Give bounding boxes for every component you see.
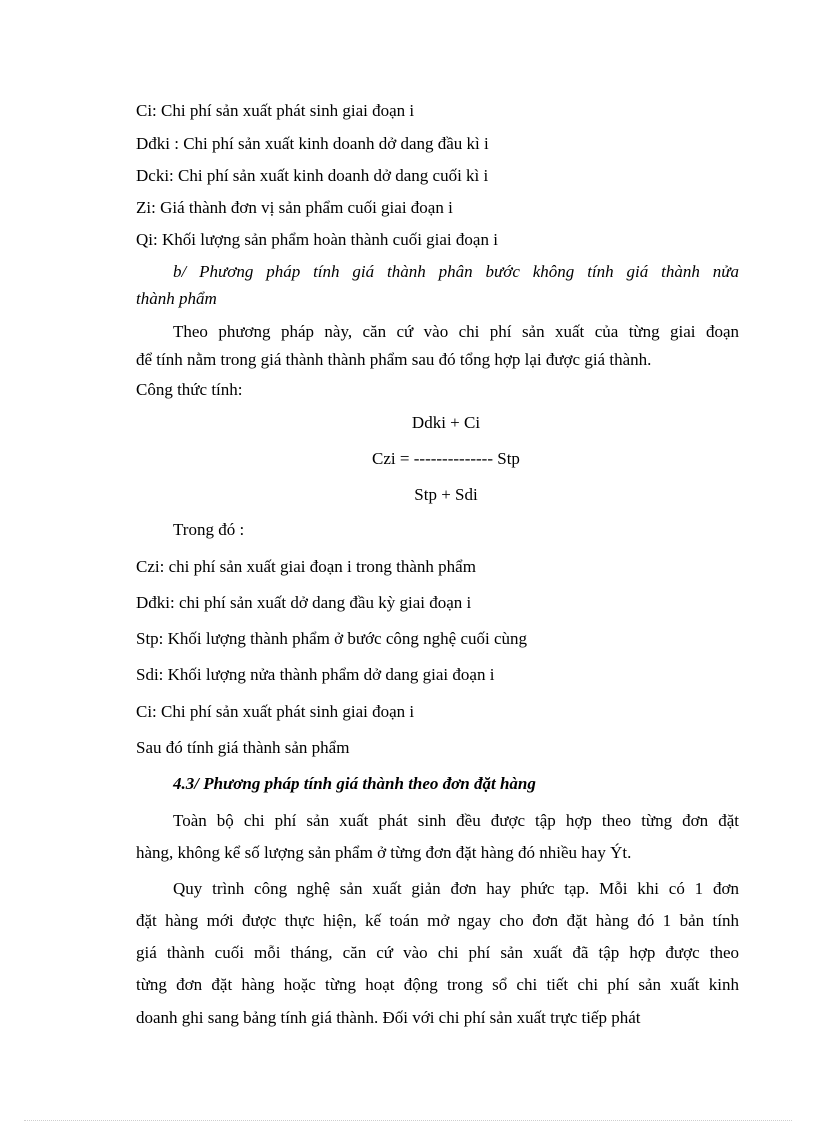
section-b-title-cont: thành phẩm (136, 289, 217, 308)
section-43-paragraph-2-line4: từng đơn đặt hàng hoặc từng hoạt động trong sổ chi tiết chi phí sản xuất kinh (136, 975, 739, 994)
definition-ddki: Dđki : Chi phí sản xuất kinh doanh dở dang đầu kì i (136, 134, 489, 153)
section-43-paragraph-2-line5: doanh ghi sang bảng tính giá thành. Đối với chi phí sản xuất trực tiếp phát (136, 1008, 641, 1027)
page-bottom-border (24, 1120, 792, 1121)
definition-dcki: Dcki: Chi phí sản xuất kinh doanh dở dang cuối kì i (136, 166, 489, 185)
section-43-paragraph-1: Toàn bộ chi phí sản xuất phát sinh đều được tập hợp theo từng đơn đặt (173, 811, 739, 830)
formula-main: Czi = -------------- Stp (372, 449, 520, 468)
definition-ddki-2: Dđki: chi phí sản xuất dở dang đầu kỳ giai đoạn i (136, 593, 472, 612)
definition-zi: Zi: Giá thành đơn vị sản phẩm cuối giai đoạn i (136, 198, 453, 217)
definition-sdi: Sdi: Khối lượng nửa thành phẩm dở dang giai đoạn i (136, 665, 495, 684)
section-43-paragraph-2-line3: giá thành cuối mỗi tháng, căn cứ vào chi phí sản xuất đã tập hợp được theo (136, 943, 739, 962)
section-b-title: b/ Phương pháp tính giá thành phân bước không tính giá thành nửa (173, 262, 739, 281)
section-43-paragraph-1-cont: hàng, không kể số lượng sản phẩm ở từng đơn đặt hàng đó nhiều hay Ýt. (136, 843, 632, 862)
definition-ci-2: Ci: Chi phí sản xuất phát sinh giai đoạn i (136, 702, 415, 721)
formula-numerator: Ddki + Ci (411, 413, 481, 432)
section-43-paragraph-2-line2: đặt hàng mới được thực hiện, kế toán mở ngay cho đơn đặt hàng đó 1 bản tính (136, 911, 739, 930)
where-label: Trong đó : (173, 520, 245, 539)
definition-qi: Qi: Khối lượng sản phẩm hoàn thành cuối giai đoạn i (136, 230, 498, 249)
closing-sentence: Sau đó tính giá thành sản phẩm (136, 738, 350, 757)
definition-ci: Ci: Chi phí sản xuất phát sinh giai đoạn i (136, 101, 415, 120)
section-43-heading: 4.3/ Phương pháp tính giá thành theo đơn đặt hàng (173, 774, 536, 793)
formula-denominator: Stp + Sdi (414, 485, 478, 504)
formula-label: Công thức tính: (136, 380, 243, 399)
definition-czi: Czi: chi phí sản xuất giai đoạn i trong thành phẩm (136, 557, 476, 576)
section-43-paragraph-2: Quy trình công nghệ sản xuất giản đơn hay phức tạp. Mỗi khi có 1 đơn (173, 879, 739, 898)
section-b-paragraph: Theo phương pháp này, căn cứ vào chi phí sản xuất của từng giai đoạn (173, 322, 739, 341)
section-b-paragraph-cont: để tính nằm trong giá thành thành phẩm sau đó tổng hợp lại được giá thành. (136, 350, 652, 369)
definition-stp: Stp: Khối lượng thành phẩm ở bước công nghệ cuối cùng (136, 629, 528, 648)
